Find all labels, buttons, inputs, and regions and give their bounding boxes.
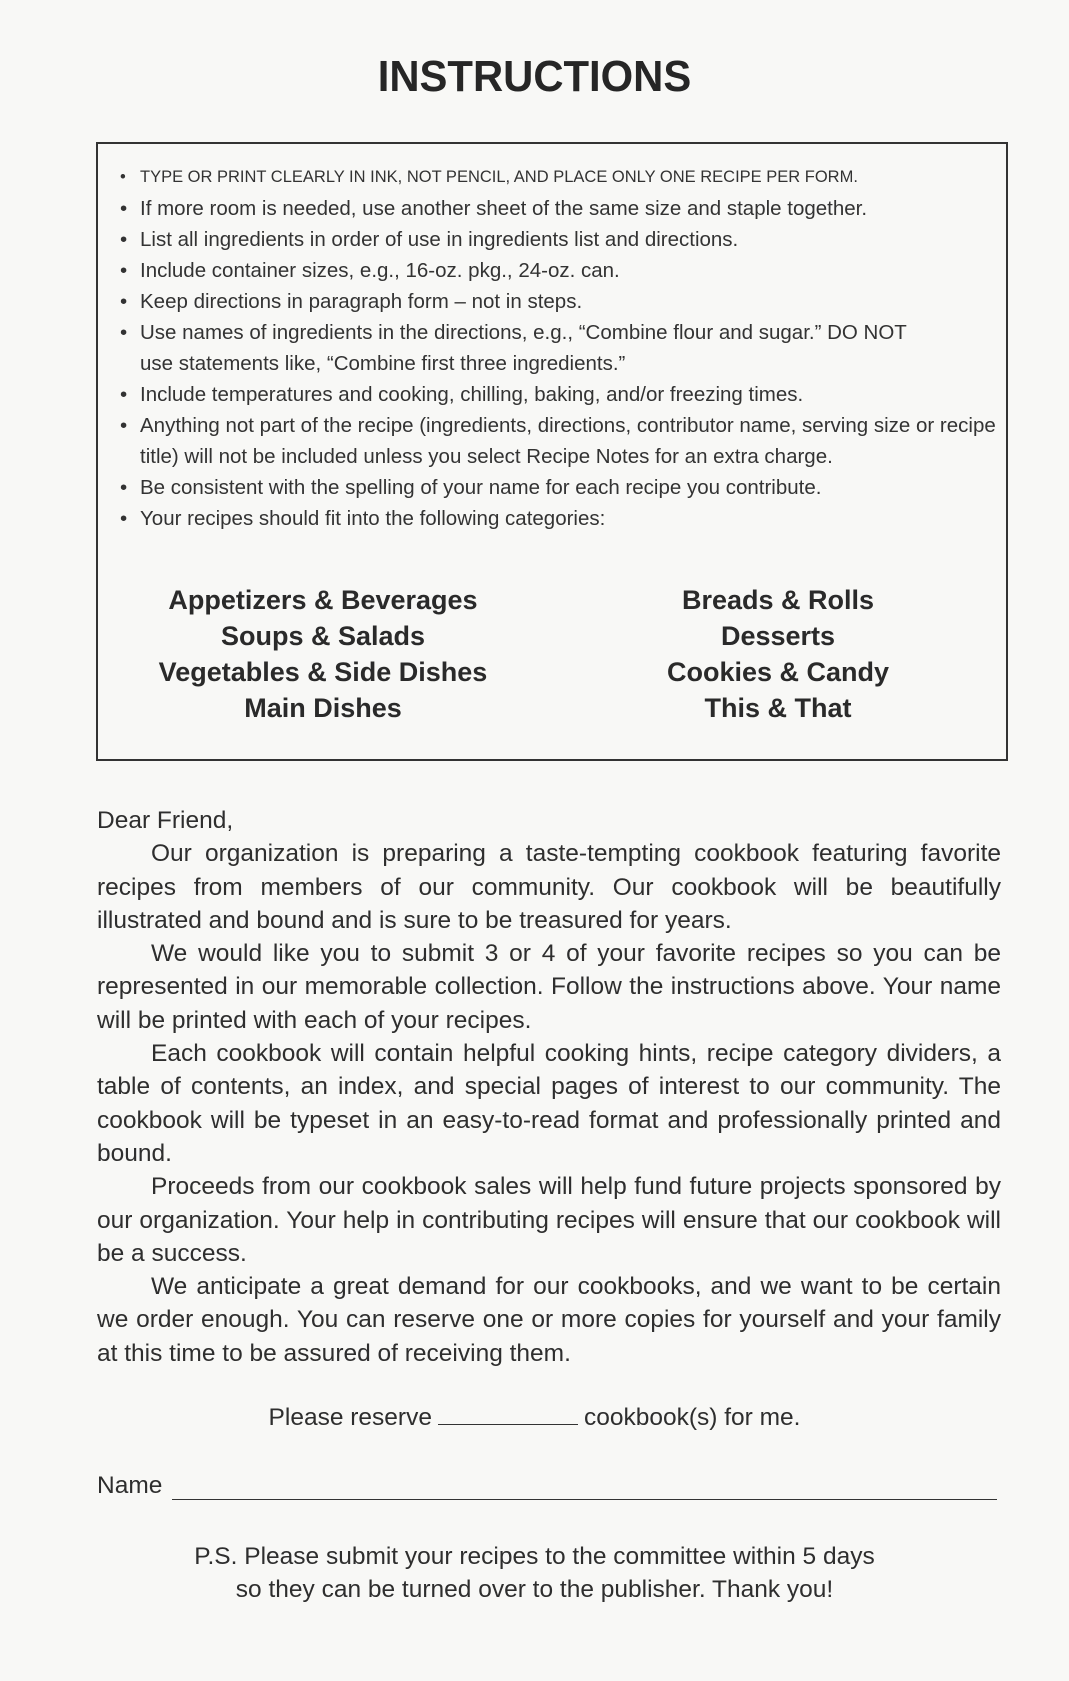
instruction-item: • Include container sizes, e.g., 16-oz. pkg., 24-oz. can. [118, 255, 998, 286]
instruction-item: • Include temperatures and cooking, chilling, baking, and/or freezing times. [118, 379, 998, 410]
postscript-line: so they can be turned over to the publisher. Thank you! [235, 1576, 834, 1603]
instruction-item: • Be consistent with the spelling of your name for each recipe you contribute. [118, 472, 998, 503]
instruction-item: • Anything not part of the recipe (ingredients, directions, contributor name, serving size or recipe title) will not be included unless you select Recipe Notes for an extra charge. [118, 410, 998, 472]
category: Appetizers & Beverages [168, 585, 478, 615]
reserve-line [0, 1404, 1069, 1432]
letter-paragraph: We anticipate a great demand for our cookbooks, and we want to be certain we order enough. You can reserve one or more copies for yourself and your family at this time to be assured of receiving them. [97, 1273, 1001, 1367]
letter [97, 804, 1001, 1370]
letter-paragraph: Each cookbook will contain helpful cooking hints, recipe category dividers, a table of contents, an index, and special pages of interest to our community. The cookbook will be typeset in an easy-to-read format and professionally printed and bound. [97, 1040, 1001, 1167]
category: Soups & Salads [220, 621, 426, 651]
letter-paragraph: Proceeds from our cookbook sales will help fund future projects sponsored by our organization. Your help in contributing recipes will ensure that our cookbook will be a success. [97, 1173, 1001, 1267]
postscript-line: P.S. Please submit your recipes to the committee within 5 days [194, 1543, 875, 1570]
category: Vegetables & Side Dishes [158, 657, 488, 687]
letter-paragraph: We would like you to submit 3 or 4 of your favorite recipes so you can be represented in our memorable collection. Follow the instructions above. Your name will be printed with each of your recipes. [97, 940, 1001, 1034]
name-field[interactable] [172, 1475, 997, 1500]
instruction-item: • TYPE OR PRINT CLEARLY IN INK, NOT PENCIL, AND PLACE ONLY ONE RECIPE PER FORM. [118, 162, 998, 193]
category: Cookies & Candy [666, 657, 890, 687]
page-title: INSTRUCTIONS [377, 52, 692, 101]
name-label: Name [97, 1472, 163, 1499]
postscript [0, 1540, 1069, 1606]
reserve-suffix: cookbook(s) for me. [583, 1404, 801, 1431]
reserve-label: Please reserve [268, 1404, 432, 1431]
instruction-item: • Your recipes should fit into the following categories: [118, 503, 998, 534]
instruction-item: • Use names of ingredients in the directions, e.g., “Combine flour and sugar.” DO NOT use statements like, “Combine first three ingredients.” [118, 317, 940, 379]
instructions-box [96, 142, 1008, 761]
letter-paragraph: Our organization is preparing a taste-tempting cookbook featuring favorite recipes from members of our community. Our cookbook will be beautifully illustrated and bound and is sure to be treasured for years. [97, 840, 1001, 934]
category: Breads & Rolls [681, 585, 875, 615]
category: This & That [704, 693, 852, 723]
categories-left [113, 582, 533, 726]
instructions-list [118, 162, 998, 534]
reserve-quantity-field[interactable] [438, 1404, 578, 1425]
category: Desserts [720, 621, 836, 651]
instruction-item: • List all ingredients in order of use in ingredients list and directions. [118, 224, 998, 255]
letter-greeting: Dear Friend, [97, 807, 234, 834]
name-line [97, 1472, 997, 1500]
categories-right [568, 582, 988, 726]
category: Main Dishes [244, 693, 402, 723]
instruction-item: • Keep directions in paragraph form – not in steps. [118, 286, 998, 317]
instruction-item: • If more room is needed, use another sheet of the same size and staple together. [118, 193, 998, 224]
